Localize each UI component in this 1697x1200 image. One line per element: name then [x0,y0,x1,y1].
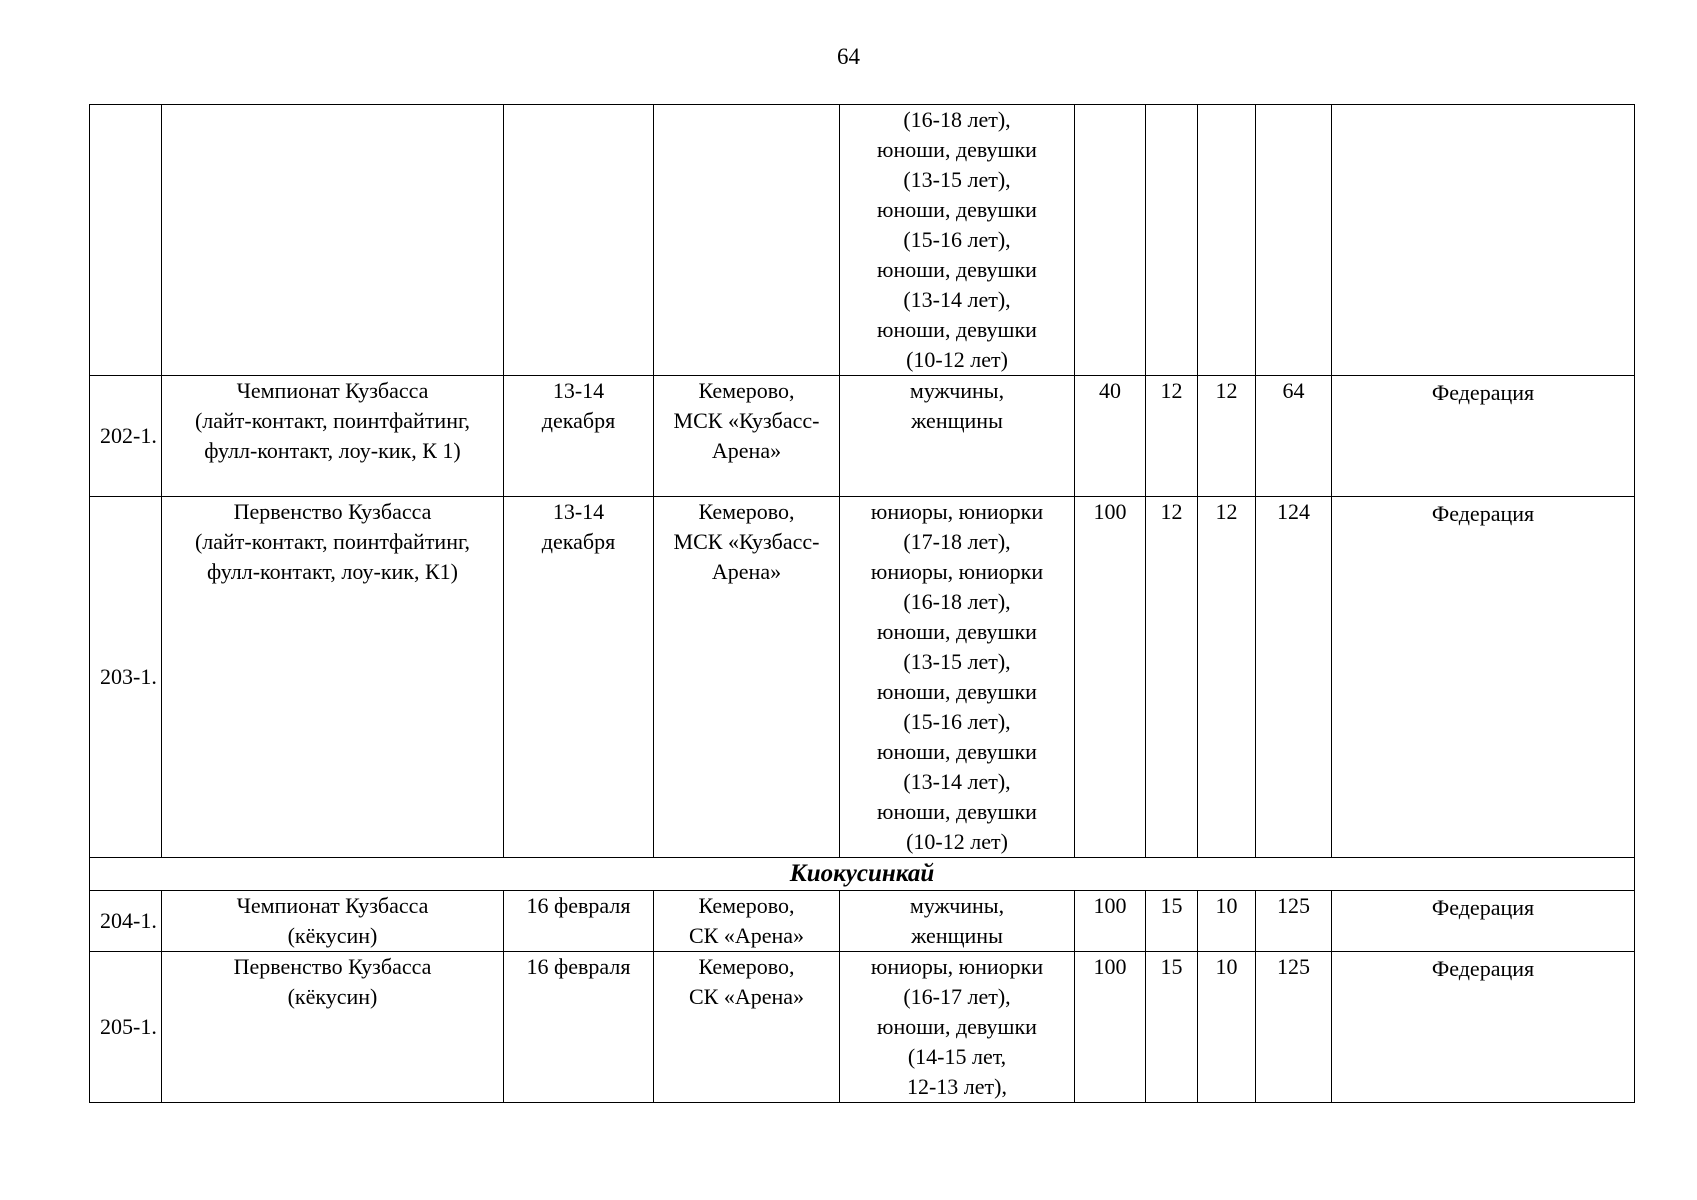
total-cell: 125 [1256,891,1332,952]
number-cell: 202-1. [90,376,162,497]
venue-cell: Кемерово, СК «Арена» [654,891,840,952]
venue-cell: Кемерово, СК «Арена» [654,952,840,1103]
athletes-cell: 40 [1075,376,1146,497]
total-cell: 125 [1256,952,1332,1103]
coaches-cell [1146,105,1198,376]
section-title: Киокусинкай [90,858,1635,891]
athletes-cell: 100 [1075,891,1146,952]
number-cell: 205-1. [90,952,162,1103]
participants-cell: юниоры, юниорки (17-18 лет), юниоры, юниорки (16-18 лет), юноши, девушки (13-15 лет), юноши, девушки (15-16 лет), юноши, девушки (13-14 лет), юноши, девушки (10-12 лет) [840,497,1075,858]
organizer-cell [1332,105,1635,376]
page-number: 64 [837,44,860,69]
athletes-cell: 100 [1075,952,1146,1103]
name-cell [162,105,504,376]
number-cell [90,105,162,376]
organizer-cell: Федерация [1332,891,1635,952]
venue-cell: Кемерово, МСК «Кузбасс- Арена» [654,376,840,497]
organizer-cell: Федерация [1332,952,1635,1103]
name-cell: Первенство Кузбасса (лайт-контакт, поинтфайтинг, фулл-контакт, лоу-кик, К1) [162,497,504,858]
participants-cell: мужчины, женщины [840,376,1075,497]
table-row-event [90,952,1635,1103]
judges-cell: 12 [1198,376,1256,497]
number-cell: 203-1. [90,497,162,858]
venue-cell: Кемерово, МСК «Кузбасс- Арена» [654,497,840,858]
athletes-cell [1075,105,1146,376]
table-row-event [90,891,1635,952]
athletes-cell: 100 [1075,497,1146,858]
table-row-event [90,497,1635,858]
participants-cell: мужчины, женщины [840,891,1075,952]
organizer-cell: Федерация [1332,497,1635,858]
coaches-cell: 15 [1146,891,1198,952]
judges-cell: 12 [1198,497,1256,858]
judges-cell [1198,105,1256,376]
organizer-cell: Федерация [1332,376,1635,497]
dates-cell: 16 февраля [504,952,654,1103]
events-table [89,104,1635,1103]
coaches-cell: 12 [1146,497,1198,858]
name-cell: Чемпионат Кузбасса (кёкусин) [162,891,504,952]
total-cell: 124 [1256,497,1332,858]
dates-cell: 16 февраля [504,891,654,952]
judges-cell: 10 [1198,952,1256,1103]
coaches-cell: 12 [1146,376,1198,497]
participants-cell: юниоры, юниорки (16-17 лет), юноши, девушки (14-15 лет, 12-13 лет), [840,952,1075,1103]
section-heading-row [90,858,1635,891]
total-cell: 64 [1256,376,1332,497]
venue-cell [654,105,840,376]
dates-cell: 13-14 декабря [504,497,654,858]
dates-cell [504,105,654,376]
coaches-cell: 15 [1146,952,1198,1103]
table-row-event [90,376,1635,497]
total-cell [1256,105,1332,376]
name-cell: Первенство Кузбасса (кёкусин) [162,952,504,1103]
name-cell: Чемпионат Кузбасса (лайт-контакт, поинтфайтинг, фулл-контакт, лоу-кик, К 1) [162,376,504,497]
table-row-continuation [90,105,1635,376]
judges-cell: 10 [1198,891,1256,952]
dates-cell: 13-14 декабря [504,376,654,497]
participants-cell: (16-18 лет), юноши, девушки (13-15 лет), юноши, девушки (15-16 лет), юноши, девушки (13-14 лет), юноши, девушки (10-12 лет) [840,105,1075,376]
number-cell: 204-1. [90,891,162,952]
